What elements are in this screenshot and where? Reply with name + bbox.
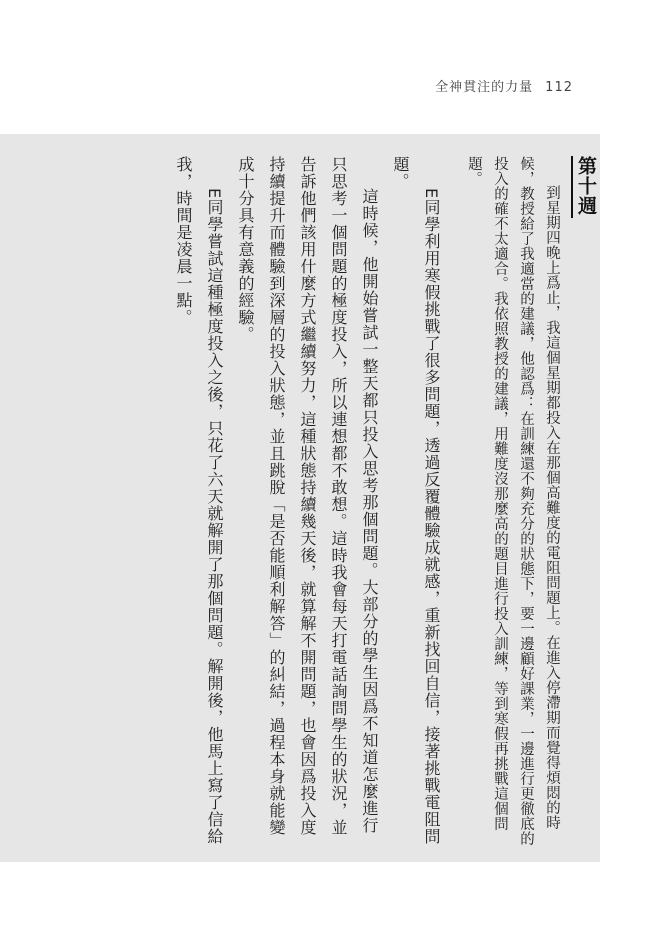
vertical-text-block [127, 156, 597, 846]
paragraph-1: E同學利用寒假挑戰了很多問題，透過反覆體驗成就感，重新找回自信，接著挑戰電阻問題。 [391, 156, 441, 846]
running-header [435, 76, 573, 95]
week-title: 第十週 [571, 156, 597, 218]
paragraph-2: 這時候，他開始嘗試一整天都只投入思考那個問題。大部分的學生因爲不知道怎麼進行只思考一個問題的極度投入，所以連想都不敢想。這時我會每天打電話詢問學生的狀況，並告訴他們該用什麼方式繼續努力，這種狀態持續幾天後，就算解不開問題，也會因爲投入度持續提升而體驗到深層的投入狀態，並且跳脫「是否能順利解答」的糾結，過程本身就能變成十分具有意義的經驗。 [236, 156, 379, 836]
page-number: 112 [545, 80, 573, 95]
book-title: 全神貫注的力量 [435, 80, 534, 95]
diary-quote: 到星期四晚上爲止，我這個星期都投入在那個高難度的電阻問題上。在進入停滯期而覺得煩悶的時候，教授給了我適當的建議，他認爲：在訓練還不夠充分的狀態下，要一邊顧好課業，一邊進行更徹底的投入的確不太適合。我依照教授的建議，用難度沒那麼高的題目進行投入訓練，等到寒假再挑戰這個問題。 [466, 156, 560, 846]
paragraph-3: E同學嘗試這種極度投入之後，只花了六天就解開了那個問題。解開後，他馬上寫了信給我，時間是凌晨一點。 [174, 156, 224, 846]
